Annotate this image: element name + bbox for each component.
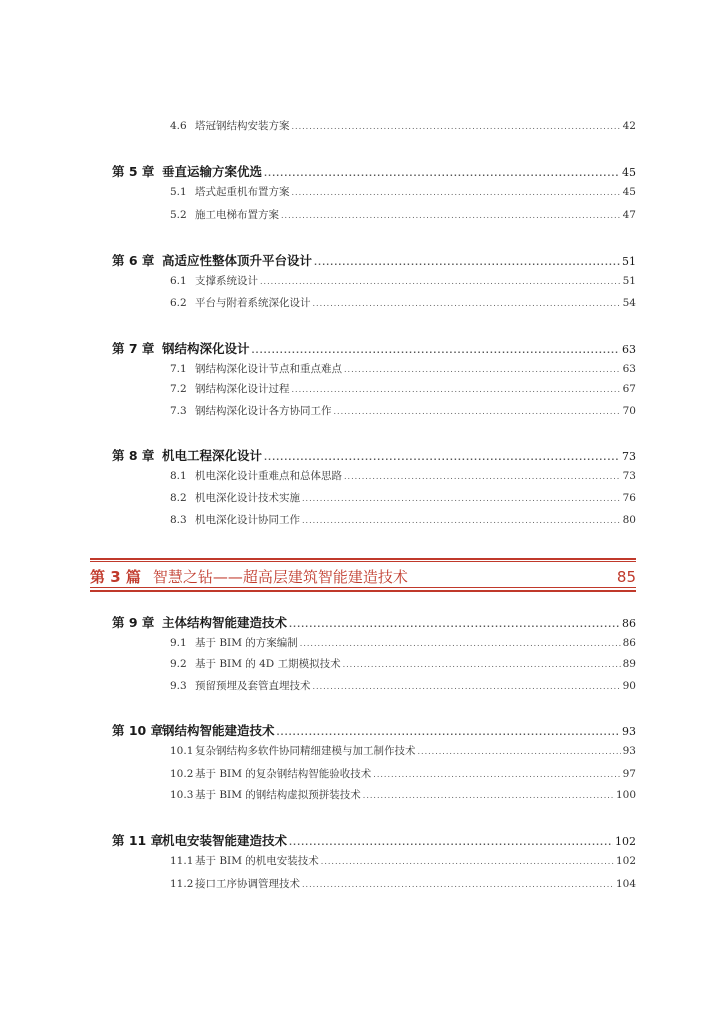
page-number: 51 bbox=[622, 255, 636, 268]
section-number: 9.2 bbox=[170, 658, 187, 670]
section-number: 7.1 bbox=[170, 363, 187, 375]
part-rule-bottom-thin bbox=[90, 587, 636, 588]
page-number: 63 bbox=[622, 343, 636, 356]
chapter-number: 第 8 章 bbox=[112, 448, 155, 463]
leader-dots bbox=[302, 880, 614, 889]
toc-section-5-1 bbox=[170, 184, 636, 199]
section-number: 7.3 bbox=[170, 405, 187, 417]
toc-section-9-2 bbox=[170, 656, 636, 671]
leader-dots bbox=[264, 453, 620, 462]
leader-dots bbox=[277, 728, 620, 737]
page-number: 93 bbox=[622, 745, 636, 757]
section-number: 6.2 bbox=[170, 297, 187, 309]
leader-dots bbox=[314, 258, 620, 267]
section-number: 8.2 bbox=[170, 492, 187, 504]
leader-dots bbox=[252, 346, 620, 355]
leader-dots bbox=[344, 365, 621, 374]
page-number: 102 bbox=[615, 855, 636, 867]
section-number: 5.1 bbox=[170, 186, 187, 198]
page-number: 86 bbox=[622, 617, 636, 630]
section-number: 9.3 bbox=[170, 680, 187, 692]
leader-dots bbox=[300, 639, 621, 648]
chapter-title: 主体结构智能建造技术 bbox=[162, 615, 288, 630]
page-number: 100 bbox=[615, 789, 636, 801]
leader-dots bbox=[289, 838, 613, 847]
toc-section-4-6 bbox=[170, 118, 636, 133]
chapter-title: 钢结构深化设计 bbox=[162, 341, 250, 356]
leader-dots bbox=[344, 472, 621, 481]
page-number: 76 bbox=[622, 492, 636, 504]
leader-dots bbox=[343, 660, 621, 669]
toc-section-5-2 bbox=[170, 207, 636, 222]
section-title: 塔式起重机布置方案 bbox=[195, 186, 290, 198]
toc-section-6-2 bbox=[170, 295, 636, 310]
section-number: 7.2 bbox=[170, 383, 187, 395]
page-number: 42 bbox=[622, 120, 636, 132]
leader-dots bbox=[313, 682, 621, 691]
section-number: 4.6 bbox=[170, 120, 187, 132]
part-rule-top-thin bbox=[90, 561, 636, 562]
chapter-title: 高适应性整体顶升平台设计 bbox=[162, 253, 313, 268]
chapter-number: 第 11 章 bbox=[112, 833, 164, 848]
leader-dots bbox=[334, 407, 621, 416]
page-number: 47 bbox=[622, 209, 636, 221]
page-number: 73 bbox=[622, 470, 636, 482]
toc-chapter-10 bbox=[112, 721, 636, 739]
toc-section-7-3 bbox=[170, 403, 636, 418]
part-rule-top bbox=[90, 558, 636, 560]
page-number: 73 bbox=[622, 450, 636, 463]
toc-chapter-6 bbox=[112, 251, 636, 269]
section-title: 钢结构深化设计各方协同工作 bbox=[195, 405, 332, 417]
section-number: 10.1 bbox=[170, 745, 194, 757]
page-number: 104 bbox=[615, 878, 636, 890]
leader-dots bbox=[260, 277, 621, 286]
page-number: 102 bbox=[615, 835, 636, 848]
chapter-title: 垂直运输方案优选 bbox=[162, 164, 263, 179]
part-heading bbox=[90, 558, 636, 594]
chapter-title: 钢结构智能建造技术 bbox=[162, 723, 275, 738]
chapter-title: 机电安装智能建造技术 bbox=[162, 833, 288, 848]
page-number: 51 bbox=[622, 275, 636, 287]
leader-dots bbox=[313, 299, 621, 308]
section-number: 11.2 bbox=[170, 878, 194, 890]
page-number: 89 bbox=[622, 658, 636, 670]
page-number: 63 bbox=[622, 363, 636, 375]
page-number: 80 bbox=[622, 514, 636, 526]
toc-chapter-11 bbox=[112, 831, 636, 849]
section-title: 机电深化设计协同工作 bbox=[195, 514, 300, 526]
toc-section-8-2 bbox=[170, 490, 636, 505]
leader-dots bbox=[289, 620, 620, 629]
section-number: 10.2 bbox=[170, 768, 194, 780]
section-title: 基于 BIM 的机电安装技术 bbox=[195, 855, 319, 867]
part-title: 智慧之钻——超高层建筑智能建造技术 bbox=[152, 568, 408, 586]
leader-dots bbox=[321, 857, 614, 866]
leader-dots bbox=[264, 169, 620, 178]
leader-dots bbox=[363, 791, 614, 800]
section-number: 8.1 bbox=[170, 470, 187, 482]
chapter-number: 第 9 章 bbox=[112, 615, 155, 630]
leader-dots bbox=[292, 122, 621, 131]
toc-section-10-1 bbox=[170, 743, 636, 758]
page-number: 67 bbox=[622, 383, 636, 395]
page-number: 90 bbox=[622, 680, 636, 692]
chapter-number: 第 6 章 bbox=[112, 253, 155, 268]
section-title: 机电深化设计重难点和总体思路 bbox=[195, 470, 342, 482]
section-number: 5.2 bbox=[170, 209, 187, 221]
chapter-number: 第 10 章 bbox=[112, 723, 164, 738]
section-title: 钢结构深化设计过程 bbox=[195, 383, 290, 395]
chapter-number: 第 7 章 bbox=[112, 341, 155, 356]
section-title: 复杂钢结构多软件协同精细建模与加工制作技术 bbox=[195, 745, 416, 757]
toc-section-9-1 bbox=[170, 635, 636, 650]
page-number: 54 bbox=[622, 297, 636, 309]
page-number: 97 bbox=[622, 768, 636, 780]
toc-section-8-3 bbox=[170, 512, 636, 527]
part-number: 第 3 篇 bbox=[90, 568, 141, 586]
section-title: 平台与附着系统深化设计 bbox=[195, 297, 311, 309]
toc-chapter-9 bbox=[112, 613, 636, 631]
leader-dots bbox=[373, 770, 620, 779]
chapter-title: 机电工程深化设计 bbox=[162, 448, 263, 463]
section-title: 基于 BIM 的方案编制 bbox=[195, 637, 298, 649]
section-title: 钢结构深化设计节点和重点难点 bbox=[195, 363, 342, 375]
page-number: 45 bbox=[622, 166, 636, 179]
section-title: 基于 BIM 的复杂钢结构智能验收技术 bbox=[195, 768, 372, 780]
page-number: 45 bbox=[622, 186, 636, 198]
chapter-number: 第 5 章 bbox=[112, 164, 155, 179]
leader-dots bbox=[292, 188, 621, 197]
section-title: 塔冠钢结构安装方案 bbox=[195, 120, 290, 132]
section-title: 机电深化设计技术实施 bbox=[195, 492, 300, 504]
section-title: 预留预埋及套管直埋技术 bbox=[195, 680, 311, 692]
leader-dots bbox=[302, 516, 621, 525]
section-title: 接口工序协调管理技术 bbox=[195, 878, 300, 890]
toc-section-10-2 bbox=[170, 766, 636, 781]
section-title: 基于 BIM 的 4D 工期模拟技术 bbox=[195, 658, 341, 670]
section-number: 6.1 bbox=[170, 275, 187, 287]
section-number: 10.3 bbox=[170, 789, 194, 801]
leader-dots bbox=[281, 211, 621, 220]
toc-chapter-5 bbox=[112, 162, 636, 180]
toc-section-7-1 bbox=[170, 361, 636, 376]
toc-chapter-8 bbox=[112, 446, 636, 464]
section-number: 8.3 bbox=[170, 514, 187, 526]
toc-section-10-3 bbox=[170, 787, 636, 802]
toc-section-11-2 bbox=[170, 876, 636, 891]
page-number: 93 bbox=[622, 725, 636, 738]
section-number: 9.1 bbox=[170, 637, 187, 649]
toc-chapter-7 bbox=[112, 339, 636, 357]
toc-section-6-1 bbox=[170, 273, 636, 288]
toc-section-9-3 bbox=[170, 678, 636, 693]
leader-dots bbox=[292, 385, 621, 394]
toc-section-8-1 bbox=[170, 468, 636, 483]
leader-dots bbox=[302, 494, 621, 503]
part-rule-bottom bbox=[90, 590, 636, 592]
toc-section-11-1 bbox=[170, 853, 636, 868]
section-title: 施工电梯布置方案 bbox=[195, 209, 279, 221]
page-number: 86 bbox=[622, 637, 636, 649]
part-page-number: 85 bbox=[616, 568, 636, 586]
section-title: 基于 BIM 的钢结构虚拟预拼装技术 bbox=[195, 789, 361, 801]
section-number: 11.1 bbox=[170, 855, 194, 867]
section-title: 支撑系统设计 bbox=[195, 275, 258, 287]
page-number: 70 bbox=[622, 405, 636, 417]
leader-dots bbox=[418, 747, 621, 756]
toc-section-7-2 bbox=[170, 381, 636, 396]
